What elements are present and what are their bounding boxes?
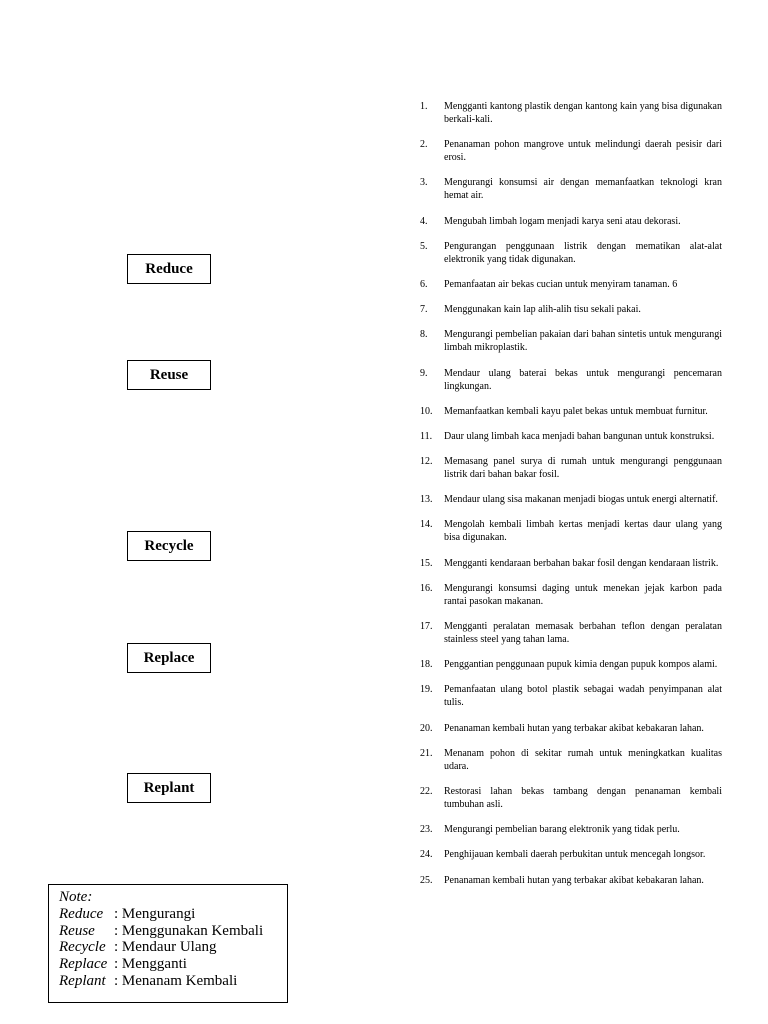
list-item-text: Mengganti kantong plastik dengan kantong kain yang bisa digunakan berkali-kali. [444,101,722,125]
list-item-text: Penanaman kembali hutan yang terbakar akibat kebakaran lahan. [444,722,704,734]
list-item [412,582,722,608]
list-item [412,874,722,887]
note-term: Replant [59,972,106,989]
list-item-number: 22. [420,785,433,797]
list-item [412,823,722,836]
list-item-number: 25. [420,874,433,886]
list-item-text: Menanam pohon di sekitar rumah untuk meningkatkan kualitas udara. [444,747,722,772]
list-item-text: Menggunakan kain lap alih-alih tisu sekali pakai. [444,304,641,316]
note-meaning: : Menanam Kembali [114,972,238,989]
list-item-number: 19. [420,684,433,696]
list-item [412,493,722,506]
list-item-text: Restorasi lahan bekas tambang dengan penanaman kembali tumbuhan asli. [444,785,722,810]
note-meaning: : Mendaur Ulang [114,939,217,956]
list-item-text: Memanfaatkan kembali kayu palet bekas untuk membuat furnitur. [444,405,708,417]
list-item [412,722,722,735]
list-item [412,430,722,443]
note-title: Note: [59,889,93,905]
note-term: Recycle [59,939,106,956]
list-item [412,240,722,266]
list-item-number: 7. [420,304,428,316]
list-item-number: 11. [420,430,433,442]
list-item [412,848,722,861]
note-entry [59,923,277,940]
list-item [412,455,722,481]
list-item-text: Penggantian penggunaan pupuk kimia dengan pupuk kompos alami. [444,659,718,671]
list-item [412,405,722,418]
note-meaning: : Menggunakan Kembali [114,922,264,939]
list-item [412,747,722,773]
category-box-replant: Replant [127,773,211,803]
list-item [412,303,722,316]
note-term: Reuse [59,922,95,939]
list-item-text: Mendaur ulang baterai bekas untuk mengurangi pencemaran lingkungan. [444,367,722,392]
list-item [412,518,722,544]
list-item-number: 15. [420,557,433,569]
list-item-number: 1. [420,101,428,112]
note-box [48,884,288,1003]
list-item-text: Mengurangi pembelian barang elektronik yang tidak perlu. [444,824,680,836]
list-item-number: 16. [420,582,433,594]
list-item-text: Mengolah kembali limbah kertas menjadi kertas daur ulang yang bisa digunakan. [444,519,722,544]
list-item-text: Mengurangi konsumsi daging untuk menekan jejak karbon pada rantai pasokan makanan. [444,582,722,607]
list-item-number: 4. [420,215,428,227]
list-item [412,328,722,354]
list-item-text: Pemanfaatan ulang botol plastik sebagai wadah penyimpanan alat tulis. [444,684,722,709]
list-item-text: Mengurangi konsumsi air dengan memanfaatkan teknologi kran hemat air. [444,177,722,202]
list-item [412,176,722,202]
list-item-text: Pemanfaatan air bekas cucian untuk menyiram tanaman. 6 [444,278,678,290]
list-item-text: Mendaur ulang sisa makanan menjadi biogas untuk energi alternatif. [444,494,718,506]
list-item-text: Penanaman kembali hutan yang terbakar akibat kebakaran lahan. [444,874,704,886]
list-item-text: Mengganti peralatan memasak berbahan teflon dengan peralatan stainless steel yang tahan lama. [444,621,722,645]
list-item-number: 17. [420,621,433,632]
note-meaning: : Mengganti [114,956,187,973]
list-item [412,215,722,228]
category-box-reuse: Reuse [127,360,211,390]
list-item-number: 6. [420,278,428,290]
list-item-number: 21. [420,747,433,759]
category-box-recycle: Recycle [127,531,211,561]
list-item [412,658,722,671]
list-item-number: 5. [420,240,428,252]
list-item [412,278,722,291]
note-entries [59,906,277,990]
list-item-number: 10. [420,405,433,417]
list-item [412,557,722,570]
list-item-text: Mengganti kendaraan berbahan bakar fosil dengan kendaraan listrik. [444,557,719,569]
list-item [412,367,722,393]
note-entry [59,973,277,990]
note-entry [59,939,277,956]
list-item-number: 3. [420,177,428,189]
list-item-text: Memasang panel surya di rumah untuk mengurangi penggunaan listrik dari bahan bakar fosil. [444,456,722,481]
list-item [412,138,722,164]
list-item-number: 24. [420,849,433,861]
note-meaning: : Mengurangi [114,905,196,922]
list-item-text: Daur ulang limbah kaca menjadi bahan bangunan untuk konstruksi. [444,430,715,442]
note-entry [59,906,277,923]
list-item-number: 2. [420,139,428,151]
list-item-text: Pengurangan penggunaan listrik dengan mematikan alat-alat elektronik yang tidak digunakan. [444,240,722,265]
list-item-number: 12. [420,456,433,468]
note-entry [59,956,277,973]
list-item-number: 18. [420,659,433,671]
category-box-reduce: Reduce [127,254,211,284]
activity-list [412,100,722,899]
list-item-text: Penghijauan kembali daerah perbukitan untuk mencegah longsor. [444,849,706,861]
list-item-number: 23. [420,824,433,836]
list-item [412,785,722,811]
list-item-number: 9. [420,367,428,379]
list-item-number: 13. [420,494,433,506]
list-item-text: Mengubah limbah logam menjadi karya seni atau dekorasi. [444,215,681,227]
list-item-text: Mengurangi pembelian pakaian dari bahan sintetis untuk mengurangi limbah mikroplastik. [444,329,722,354]
list-item-number: 20. [420,722,433,734]
category-box-replace: Replace [127,643,211,673]
list-item [412,620,722,646]
note-term: Replace [59,956,108,973]
list-item [412,683,722,709]
list-item-text: Penanaman pohon mangrove untuk melindungi daerah pesisir dari erosi. [444,139,722,164]
note-term: Reduce [59,905,104,922]
list-item-number: 14. [420,519,433,531]
list-item-number: 8. [420,329,428,341]
list-item [412,100,722,126]
